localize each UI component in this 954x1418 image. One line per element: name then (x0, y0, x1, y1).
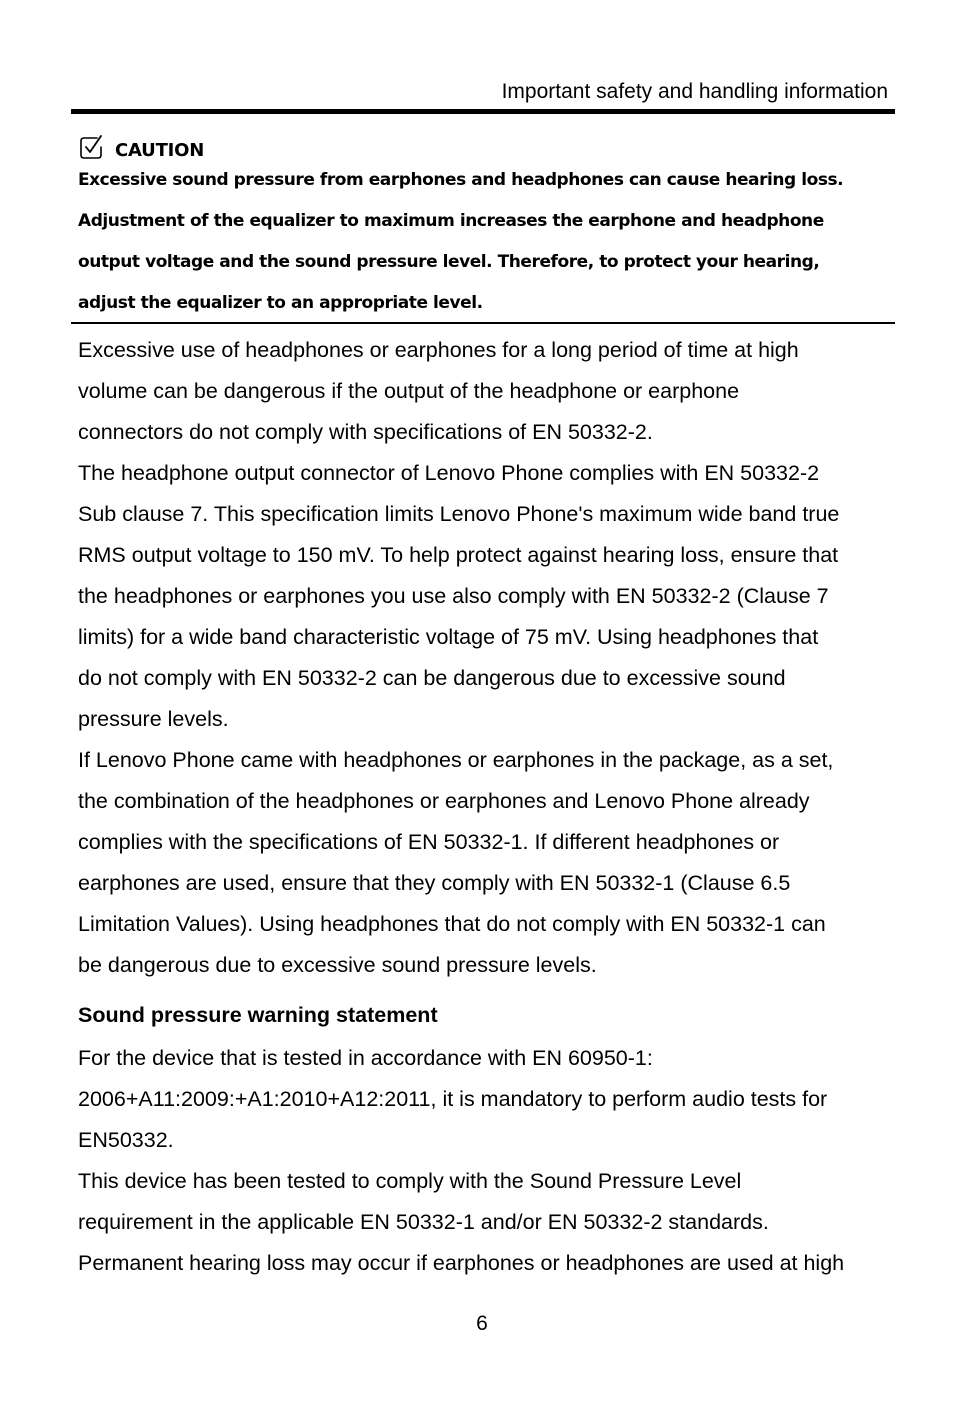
caution-line: Excessive sound pressure from earphones and headphones can cause hearing loss. (78, 170, 844, 190)
body-text (78, 330, 894, 986)
text-line: pressure levels. (78, 707, 229, 731)
text-line: 2006+A11:2009:+A1:2010+A12:2011, it is mandatory to perform audio tests for (78, 1087, 828, 1111)
caution-label: CAUTION (115, 140, 205, 161)
text-line: earphones are used, ensure that they comply with EN 50332-1 (Clause 6.5 (78, 871, 791, 895)
text-line: volume can be dangerous if the output of the headphone or earphone (78, 379, 740, 403)
page-number: 6 (476, 1312, 488, 1335)
text-line: Limitation Values). Using headphones that do not comply with EN 50332-1 can (78, 912, 826, 936)
text-line: Permanent hearing loss may occur if earphones or headphones are used at high (78, 1251, 845, 1275)
text-line: do not comply with EN 50332-2 can be dangerous due to excessive sound (78, 666, 786, 690)
text-line: This device has been tested to comply with the Sound Pressure Level (78, 1169, 742, 1193)
caution-line: Adjustment of the equalizer to maximum increases the earphone and headphone (78, 211, 824, 231)
text-line: limits) for a wide band characteristic voltage of 75 mV. Using headphones that (78, 625, 819, 649)
text-line: If Lenovo Phone came with headphones or earphones in the package, as a set, (78, 748, 834, 772)
text-line: the combination of the headphones or earphones and Lenovo Phone already (78, 789, 810, 813)
caution-check-icon (77, 134, 105, 162)
text-line: requirement in the applicable EN 50332-1 and/or EN 50332-2 standards. (78, 1210, 769, 1234)
text-line: For the device that is tested in accordance with EN 60950-1: (78, 1046, 653, 1070)
text-line: Sub clause 7. This specification limits Lenovo Phone's maximum wide band true (78, 502, 840, 526)
text-line: the headphones or earphones you use also comply with EN 50332-2 (Clause 7 (78, 584, 829, 608)
section-text (78, 1038, 894, 1284)
caution-heading (77, 126, 204, 162)
caution-notice (71, 114, 895, 324)
text-line: EN50332. (78, 1128, 174, 1152)
text-line: be dangerous due to excessive sound pressure levels. (78, 953, 597, 977)
text-line: Excessive use of headphones or earphones for a long period of time at high (78, 338, 799, 362)
section-heading: Sound pressure warning statement (78, 1003, 438, 1027)
text-line: connectors do not comply with specifications of EN 50332-2. (78, 420, 653, 444)
caution-line: adjust the equalizer to an appropriate level. (78, 293, 483, 313)
text-line: complies with the specifications of EN 50332-1. If different headphones or (78, 830, 780, 854)
caution-text (78, 160, 890, 324)
caution-line: output voltage and the sound pressure level. Therefore, to protect your hearing, (78, 252, 820, 272)
running-header: Important safety and handling information (501, 80, 888, 103)
text-line: The headphone output connector of Lenovo Phone complies with EN 50332-2 (78, 461, 820, 485)
text-line: RMS output voltage to 150 mV. To help protect against hearing loss, ensure that (78, 543, 839, 567)
